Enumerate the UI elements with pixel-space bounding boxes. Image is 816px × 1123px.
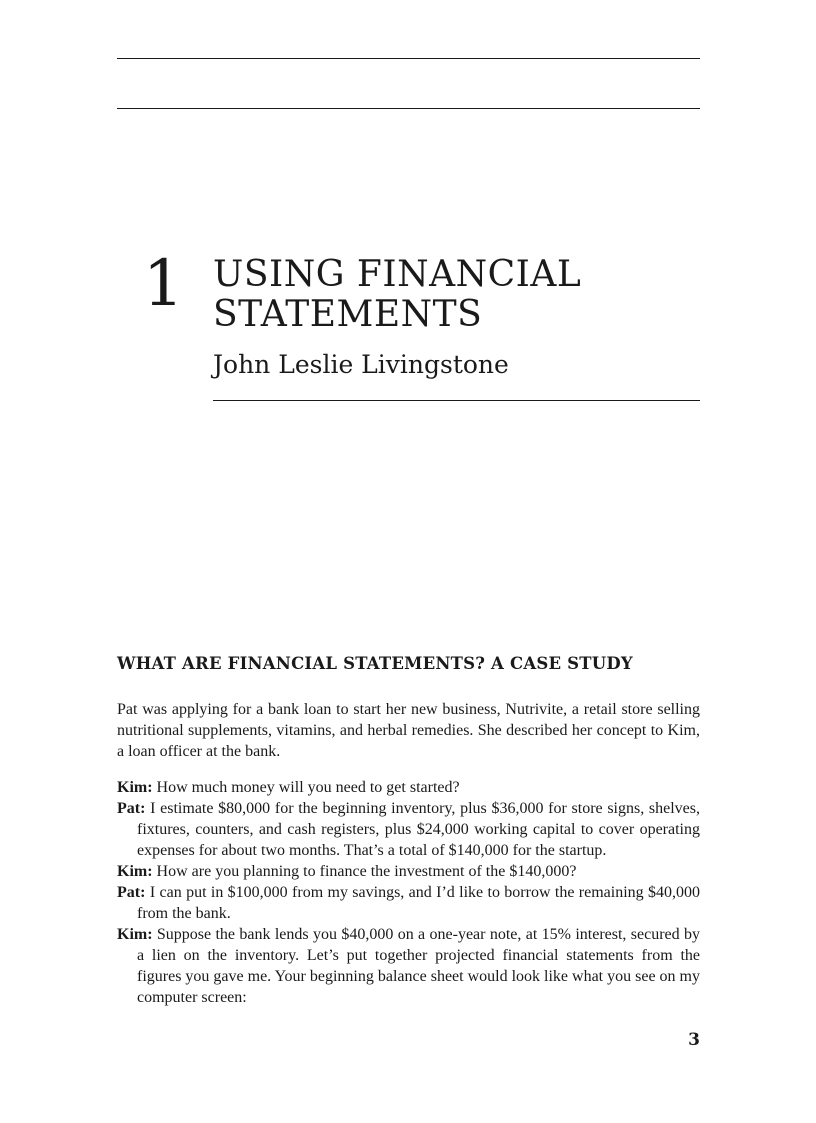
dialogue-turn (117, 777, 700, 798)
chapter-title-line-2: STATEMENTS (213, 294, 483, 335)
speaker-label: Pat: (117, 800, 146, 817)
dialogue-text: How much money will you need to get started? (156, 779, 460, 796)
chapter-number: 1 (143, 247, 184, 321)
author-rule (213, 400, 700, 401)
dialogue-text: Suppose the bank lends you $40,000 on a one-year note, at 15% interest, secured by a lien on the inventory. Let’s put together projected financial statements from the figures you gave me. Your beginning balance sheet would look like what you see on my computer screen: (137, 926, 700, 1006)
dialogue-text: I estimate $80,000 for the beginning inventory, plus $36,000 for store signs, shelves, fixtures, counters, and cash registers, plus $24,000 working capital to cover operating expenses for about two months. That’s a total of $140,000 for the startup. (137, 800, 701, 859)
page-number: 3 (688, 1030, 700, 1050)
dialogue-turn (117, 924, 700, 1008)
speaker-label: Kim: (117, 779, 153, 796)
dialogue-text: How are you planning to finance the investment of the $140,000? (156, 863, 577, 880)
dialogue-text: I can put in $100,000 from my savings, and I’d like to borrow the remaining $40,000 from the bank. (137, 884, 701, 922)
speaker-label: Pat: (117, 884, 146, 901)
speaker-label: Kim: (117, 926, 153, 943)
speaker-label: Kim: (117, 863, 153, 880)
dialogue (117, 777, 700, 1008)
top-rule (117, 58, 700, 59)
dialogue-turn (117, 882, 700, 924)
second-rule (117, 108, 700, 109)
section-heading: WHAT ARE FINANCIAL STATEMENTS? A CASE STUDY (117, 654, 633, 673)
dialogue-turn (117, 861, 700, 882)
intro-paragraph: Pat was applying for a bank loan to start her new business, Nutrivite, a retail store selling nutritional supplements, vitamins, and herbal remedies. She described her concept to Kim, a loan officer at the bank. (117, 701, 700, 760)
chapter-title (213, 255, 581, 335)
chapter-title-line-1: USING FINANCIAL (213, 254, 582, 295)
chapter-author: John Leslie Livingstone (213, 350, 509, 379)
dialogue-turn (117, 798, 700, 861)
body-text (117, 699, 700, 1008)
